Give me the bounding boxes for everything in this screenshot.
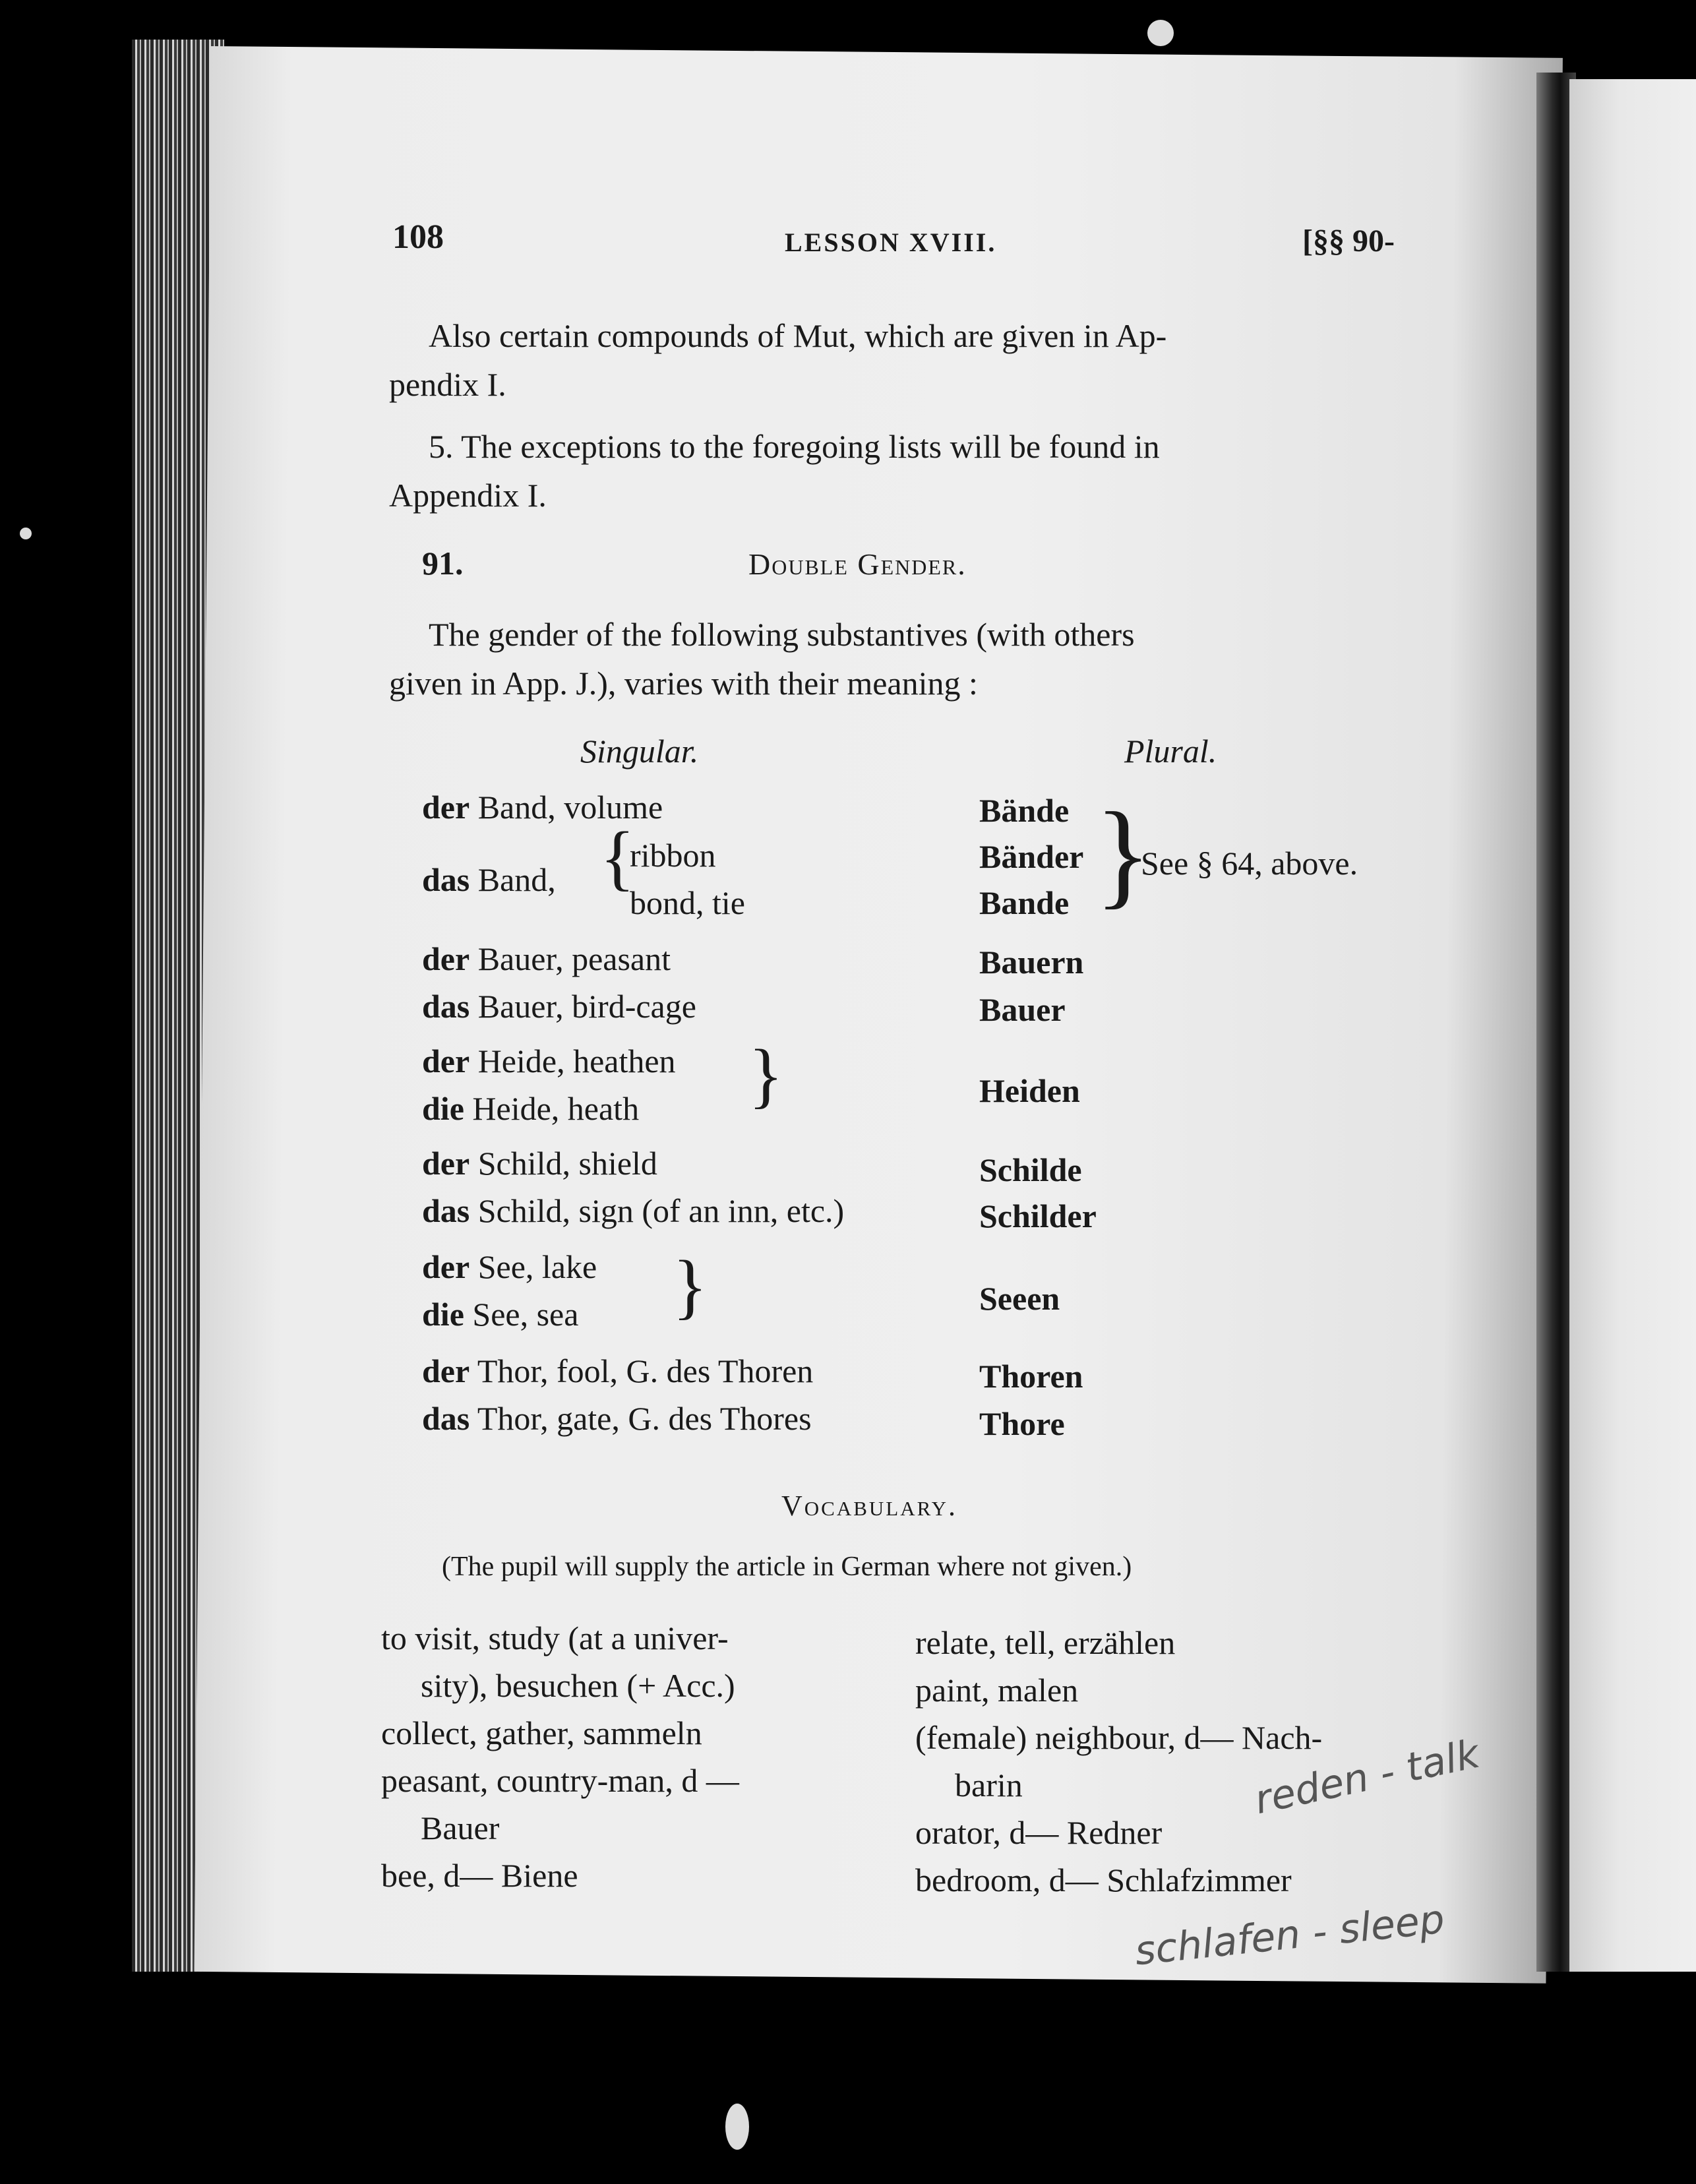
- section-reference: [§§ 90-: [1302, 224, 1395, 258]
- text-line: pendix I.: [389, 366, 506, 403]
- scan-speck: [1147, 20, 1174, 46]
- vocab-right-line: relate, tell, erzählen: [915, 1624, 1176, 1661]
- plural-thore: Thore: [979, 1405, 1065, 1442]
- band-meaning-bond: bond, tie: [630, 884, 745, 921]
- plural-bauern: Bauern: [979, 944, 1084, 981]
- running-header: [392, 218, 1395, 270]
- facing-page-edge: [1569, 79, 1696, 1972]
- vocab-right-line: (female) neighbour, d— Nach-: [915, 1719, 1323, 1756]
- section-number: 91.: [422, 545, 464, 582]
- text-line: given in App. J.), varies with their meaning :: [389, 665, 978, 702]
- entry-der-band: der Band, volume: [422, 789, 663, 826]
- section-title: Double Gender.: [748, 547, 967, 581]
- brace-heide: }: [748, 1035, 783, 1115]
- entry-das-band: das Band,: [422, 861, 556, 898]
- plural-schilde: Schilde: [979, 1151, 1082, 1188]
- brace-band-plurals: }: [1095, 788, 1152, 919]
- plural-baender: Bänder: [979, 838, 1084, 875]
- entry-das-thor: das Thor, gate, G. des Thores: [422, 1400, 812, 1437]
- handwritten-note: reden - talk: [1250, 1730, 1484, 1824]
- vocabulary-note: (The pupil will supply the article in German where not given.): [442, 1552, 1132, 1582]
- vocab-right-line: barin: [955, 1767, 1023, 1804]
- plural-schilder: Schilder: [979, 1198, 1097, 1234]
- vocab-left-line: bee, d— Biene: [381, 1857, 578, 1894]
- entry-die-see: die See, sea: [422, 1296, 579, 1333]
- handwritten-note: schlafen - sleep: [1132, 1896, 1447, 1975]
- paragraph-gender: [389, 610, 1408, 708]
- page-number: 108: [392, 218, 444, 256]
- vocab-right-line: paint, malen: [915, 1672, 1079, 1709]
- entry-das-schild: das Schild, sign (of an inn, etc.): [422, 1192, 845, 1229]
- plural-bauer: Bauer: [979, 991, 1066, 1028]
- vocab-left-line: to visit, study (at a univer-: [381, 1620, 729, 1656]
- paragraph-exceptions: [389, 422, 1408, 520]
- brace-left: {: [600, 817, 635, 897]
- column-heading-singular: Singular.: [580, 733, 699, 770]
- entry-die-heide: die Heide, heath: [422, 1090, 640, 1127]
- text-line: Also certain compounds of Mut, which are given in Ap-: [429, 317, 1167, 354]
- entry-der-heide: der Heide, heathen: [422, 1043, 676, 1079]
- band-meaning-ribbon: ribbon: [630, 837, 716, 874]
- section-heading: [422, 544, 1398, 590]
- plural-heiden: Heiden: [979, 1072, 1080, 1109]
- text-line: Appendix I.: [389, 477, 547, 514]
- vocab-right-line: bedroom, d— Schlafzimmer: [915, 1862, 1292, 1898]
- paragraph-compounds: [389, 311, 1408, 409]
- vocab-left-line: Bauer: [421, 1809, 500, 1846]
- vocab-left-line: peasant, country-man, d —: [381, 1762, 739, 1799]
- running-head: LESSON XVIII.: [785, 228, 997, 257]
- brace-see: }: [673, 1246, 708, 1326]
- plural-note: See § 64, above.: [1141, 845, 1358, 882]
- text-line: The gender of the following substantives (with others: [429, 616, 1135, 653]
- entry-der-bauer: der Bauer, peasant: [422, 940, 671, 977]
- entry-das-bauer: das Bauer, bird-cage: [422, 988, 696, 1025]
- plural-thoren: Thoren: [979, 1358, 1083, 1395]
- scan-speck: [725, 2104, 749, 2150]
- scan-speck: [20, 528, 32, 539]
- text-line: 5. The exceptions to the foregoing lists will be found in: [429, 428, 1160, 465]
- plural-bande: Bande: [979, 884, 1070, 921]
- plural-baende: Bände: [979, 792, 1070, 829]
- vocabulary-title: Vocabulary.: [781, 1490, 957, 1522]
- plural-seeen: Seeen: [979, 1280, 1060, 1317]
- entry-der-thor: der Thor, fool, G. des Thoren: [422, 1352, 814, 1389]
- entry-der-schild: der Schild, shield: [422, 1145, 657, 1182]
- vocab-right-line: orator, d— Redner: [915, 1814, 1163, 1851]
- vocab-left-line: sity), besuchen (+ Acc.): [421, 1667, 735, 1704]
- vocab-left-line: collect, gather, sammeln: [381, 1714, 702, 1751]
- column-heading-plural: Plural.: [1124, 733, 1217, 770]
- entry-der-see: der See, lake: [422, 1248, 597, 1285]
